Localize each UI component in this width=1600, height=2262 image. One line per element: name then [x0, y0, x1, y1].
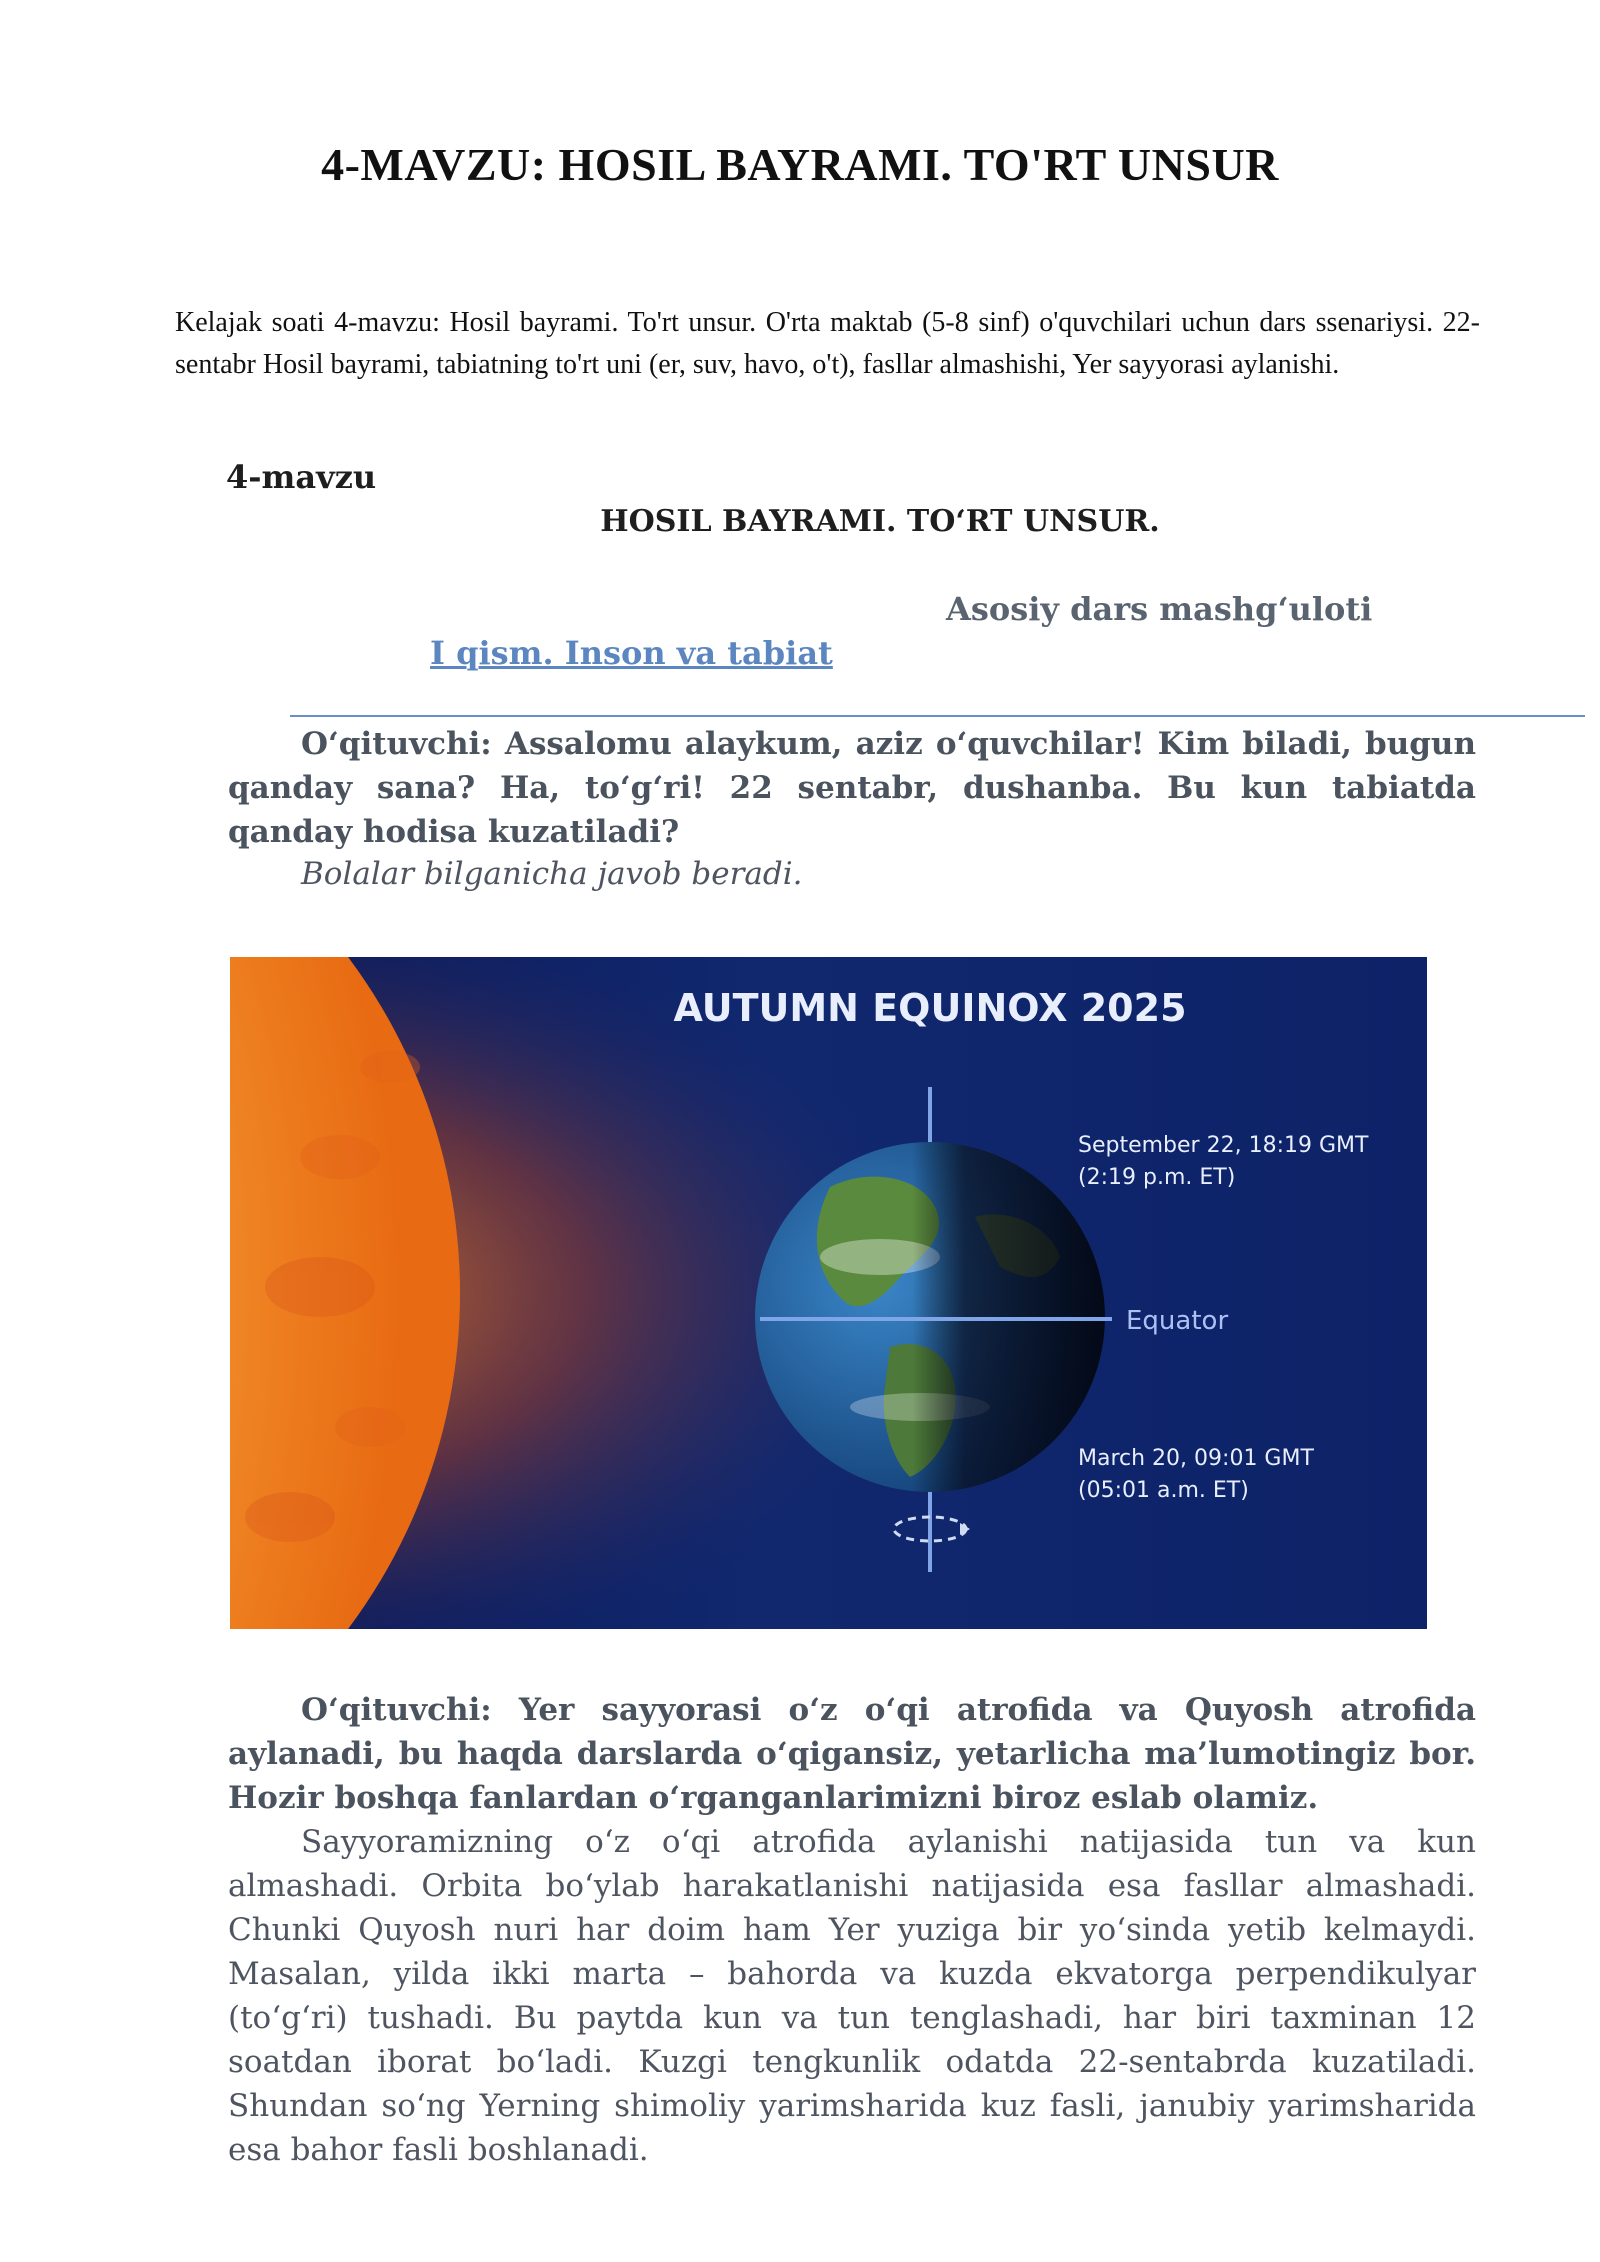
- date2-line2: (05:01 a.m. ET): [1078, 1478, 1249, 1503]
- teacher-earth-text: O‘qituvchi: Yer sayyorasi o‘z o‘qi atrofida va Quyosh atrofida aylanadi, bu haqda darslarda o‘qigansiz, yetarlicha ma’lumotingiz bor. Hozir boshqa fanlardan o‘rganganlarimizni biroz eslab olamiz.: [228, 1692, 1476, 1816]
- document-title: 4-MAVZU: HOSIL BAYRAMI. TO'RT UNSUR: [321, 139, 1279, 190]
- lesson-subtitle: HOSIL BAYRAMI. TO‘RT UNSUR.: [600, 504, 1160, 539]
- teacher-greeting-text: O‘qituvchi: Assalomu alaykum, aziz o‘quvchilar! Kim biladi, bugun qanday sana? Ha, to‘g‘ri! 22 sentabr, dushanba. Bu kun tabiatda qanday hodisa kuzatiladi?: [228, 726, 1476, 850]
- equinox-diagram: [230, 957, 1427, 1629]
- teacher-greeting-paragraph: [228, 722, 1476, 854]
- figure-heading: AUTUMN EQUINOX 2025: [673, 986, 1187, 1030]
- date2-line1: March 20, 09:01 GMT: [1078, 1446, 1314, 1471]
- equator-label: Equator: [1126, 1306, 1229, 1336]
- seasons-text: Sayyoramizning o‘z o‘qi atrofida aylanishi natijasida tun va kun almashadi. Orbita bo‘ylab harakatlanishi natijasida esa fasllar almashadi. Chunki Quyosh nuri har doim ham Yer yuziga bir yo‘sinda yetib kelmaydi. Masalan, yilda ikki marta – bahorda va kuzda ekvatorga perpendikulyar (to‘g‘ri) tushadi. Bu paytda kun va tun tenglashadi, har biri taxminan 12 soatdan iborat bo‘ladi. Kuzgi tengkunlik odatda 22-sentabrda kuzatiladi. Shundan so‘ng Yerning shimoliy yarimsharida kuz fasli, janubiy yarimsharida esa bahor fasli boshlanadi.: [228, 1824, 1476, 2168]
- seasons-paragraph: [228, 1820, 1476, 2172]
- part-link-inson-va-tabiat[interactable]: I qism. Inson va tabiat: [430, 634, 833, 672]
- section-divider: [290, 715, 1585, 717]
- date1-line1: September 22, 18:19 GMT: [1078, 1133, 1369, 1158]
- equinox-illustration: [230, 957, 1427, 1629]
- date1-line2: (2:19 p.m. ET): [1078, 1165, 1236, 1190]
- lesson-kind-heading: Asosiy dars mashg‘uloti: [946, 590, 1373, 628]
- students-answer-note: Bolalar bilganicha javob beradi.: [301, 856, 803, 892]
- teacher-earth-paragraph: [228, 1688, 1476, 1820]
- topic-label: 4-mavzu: [226, 458, 377, 496]
- intro-paragraph: Kelajak soati 4-mavzu: Hosil bayrami. To'rt unsur. O'rta maktab (5-8 sinf) o'quvchilari uchun dars ssenariysi. 22-sentabr Hosil bayrami, tabiatning to'rt uni (er, suv, havo, o't), fasllar almashishi, Yer sayyorasi aylanishi.: [175, 307, 1480, 380]
